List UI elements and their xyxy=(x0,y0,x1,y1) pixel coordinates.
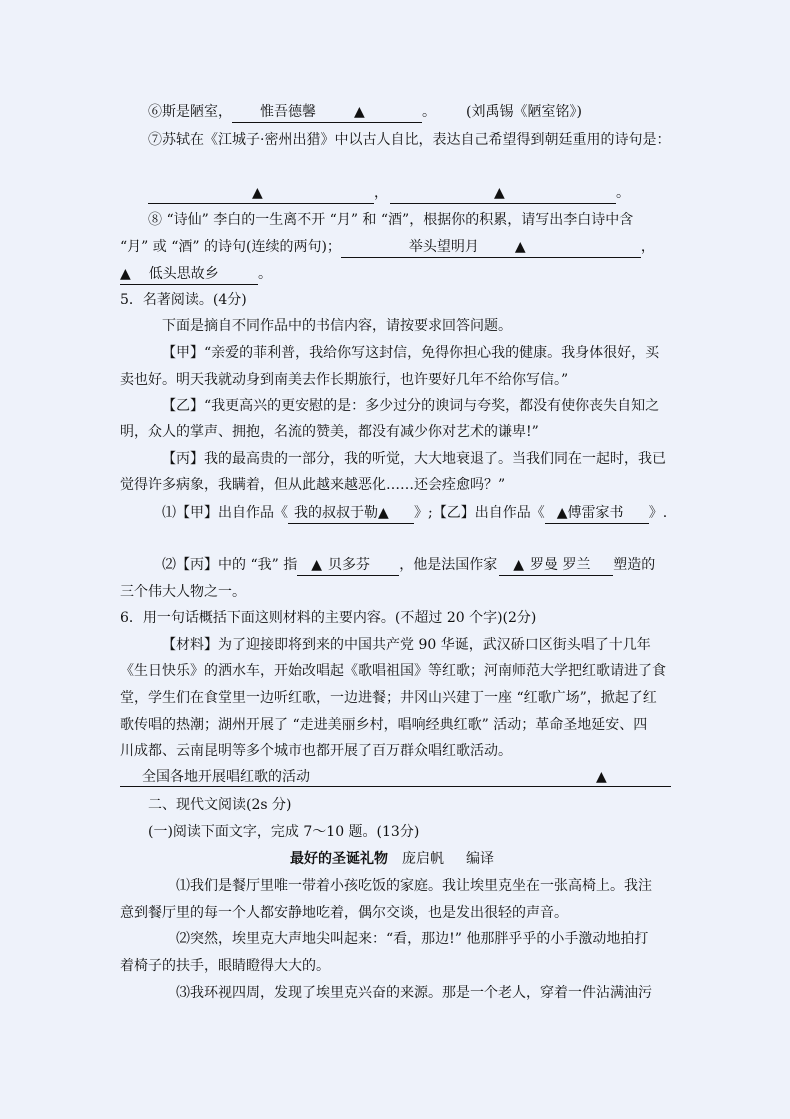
q4-item6: ⑥斯是陋室， 惟吾德馨 ▲ 。 (刘禹锡《陋室铭》) xyxy=(148,102,582,123)
article-p2-line2: 着椅子的扶手，眼睛瞪得大大的。 xyxy=(120,958,330,974)
q4-item8-line2: “月” 或 “酒” 的诗句(连续的两句)； 举头望明月 ▲ ， xyxy=(120,237,655,258)
article-p2-line1: ⑵突然，埃里克大声地尖叫起来：“看，那边!” 他那胖乎乎的小手激动地拍打 xyxy=(176,931,649,947)
article-p1-line2: 意到餐厅里的每一个人都安静地吃着，偶尔交谈，也是发出很轻的声音。 xyxy=(120,905,568,921)
article-author: 庞启帆 xyxy=(402,851,444,867)
q4-item8-blank1[interactable]: 举头望明月 ▲ xyxy=(341,238,641,258)
q5-sub1-blank2[interactable]: ▲傅雷家书 xyxy=(545,504,649,524)
q4-item7-blank1[interactable]: ▲ xyxy=(148,184,374,204)
q4-item7-answer: ▲ ， ▲ 。 xyxy=(148,183,630,204)
part2-subheading: (一)阅读下面文字，完成 7～10 题。(13分) xyxy=(148,824,420,840)
q6-answer-blank[interactable] xyxy=(120,767,671,787)
q6-answer-mark: ▲ xyxy=(596,769,607,785)
q5-sub2-line2: 三个伟大人物之一。 xyxy=(120,584,246,600)
article-p3-line1: ⑶我环视四周，发现了埃里克兴奋的来源。那是一个老人，穿着一件沾满油污 xyxy=(176,985,652,1001)
q4-item6-blank[interactable]: 惟吾德馨 ▲ xyxy=(232,103,422,123)
q6-heading: 6．用一句话概括下面这则材料的主要内容。(不超过 20 个字)(2分) xyxy=(120,610,537,626)
q6-material-line3: 堂，学生们在食堂里一边听红歌，一边进餐；井冈山兴建丁一座 “红歌广场”，掀起了红 xyxy=(120,690,657,706)
q4-item7-text: ⑦苏轼在《江城子·密州出猎》中以古人自比，表达自己希望得到朝廷重用的诗句是： xyxy=(148,132,671,148)
q5-jia-line2: 卖也好。明天我就动身到南美去作长期旅行，也许要好几年不给你写信。” xyxy=(120,372,569,388)
q6-answer: 全国各地开展唱红歌的活动 xyxy=(142,769,310,785)
article-title-line xyxy=(290,849,494,869)
part2-heading: 二、现代文阅读(2s 分) xyxy=(148,797,292,813)
q5-heading: 5．名著阅读。(4分) xyxy=(120,292,247,308)
q5-yi-line2: 明，众人的掌声、拥抱，名流的赞美，都没有减少你对艺术的谦卑!” xyxy=(120,424,539,440)
q6-material-line4: 歌传唱的热潮；湖州开展了 “走进美丽乡村，唱响经典红歌” 活动；革命圣地延安、四 xyxy=(120,717,648,733)
q5-sub2: ⑵【丙】中的 “我” 指 ▲ 贝多芬 ，他是法国作家 ▲ 罗曼 罗兰 塑造的 xyxy=(162,555,655,576)
article-title: 最好的圣诞礼物 xyxy=(290,851,388,867)
q4-item8-line1: ⑧ “诗仙” 李白的一生离不开 “月” 和 “酒”，根据你的积累，请写出李白诗中含 xyxy=(148,212,634,228)
q5-jia-line1: 【甲】“亲爱的菲利普，我给你写这封信，免得你担心我的健康。我身体很好，买 xyxy=(162,345,660,361)
article-p1-line1: ⑴我们是餐厅里唯一带着小孩吃饭的家庭。我让埃里克坐在一张高椅上。我注 xyxy=(176,878,652,894)
article-role: 编译 xyxy=(466,851,494,867)
q4-item8-line3: ▲ 低头思故乡 。 xyxy=(120,264,272,285)
q4-item7-blank2[interactable]: ▲ xyxy=(390,184,616,204)
q5-sub1-blank1[interactable]: 我的叔叔于勒▲ xyxy=(288,504,414,524)
q5-bing-line2: 觉得许多病象，我瞒着，但从此越来越恶化……还会痊愈吗？” xyxy=(120,477,506,493)
q5-sub1: ⑴【甲】出自作品《 我的叔叔于勒▲ 》;【乙】出自作品《 ▲傅雷家书 》. xyxy=(162,503,667,524)
q6-material-line1: 【材料】为了迎接即将到来的中国共产党 90 华诞，武汉硚口区街头唱了十几年 xyxy=(162,637,651,653)
q5-intro: 下面是摘自不同作品中的书信内容，请按要求回答问题。 xyxy=(162,318,512,334)
q5-sub2-blank2[interactable]: ▲ 罗曼 罗兰 xyxy=(499,556,613,576)
q5-yi-line1: 【乙】“我更高兴的更安慰的是：多少过分的谀词与夸奖，都没有使你丧失自知之 xyxy=(162,398,660,414)
q4-item8-blank2[interactable]: ▲ 低头思故乡 xyxy=(120,265,258,285)
q5-bing-line1: 【丙】我的最高贵的一部分，我的听觉，大大地衰退了。当我们同在一起时，我已 xyxy=(162,451,666,467)
q6-material-line2: 《生日快乐》的洒水车，开始改唱起《歌唱祖国》等红歌；河南师范大学把红歌请进了食 xyxy=(120,663,666,679)
q6-material-line5: 川成都、云南昆明等多个城市也都开展了百万群众唱红歌活动。 xyxy=(120,743,512,759)
q5-sub2-blank1[interactable]: ▲ 贝多芬 xyxy=(297,556,399,576)
